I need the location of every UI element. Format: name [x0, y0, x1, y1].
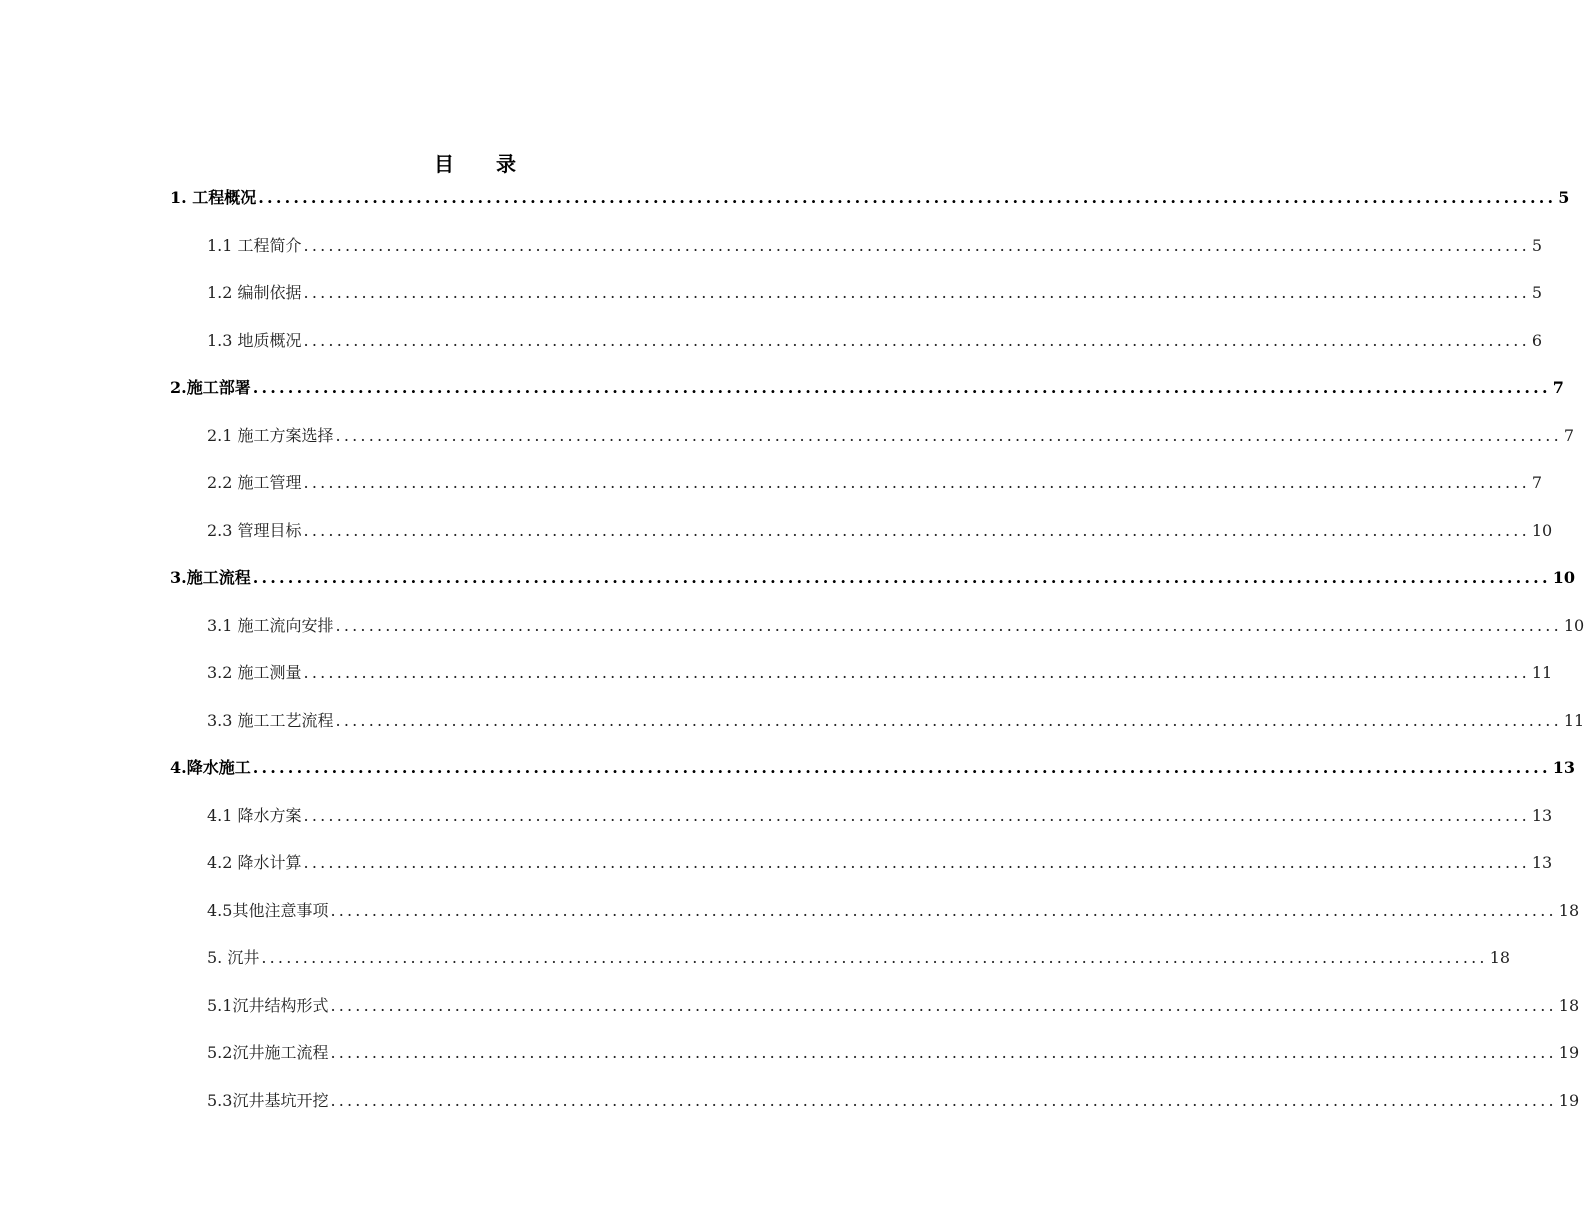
toc-leader-dots: .................................................................................................................................................... [303, 520, 1530, 540]
toc-entry[interactable] [170, 412, 1575, 460]
toc-entry[interactable] [170, 174, 1570, 222]
toc-leader-dots: .................................................................................................................................................... [252, 568, 1551, 587]
toc-entry-text: 1.2 编制依据 [207, 283, 302, 302]
toc-leader-dots: .................................................................................................................................................... [303, 805, 1530, 825]
toc-entry-page: 7 [1552, 378, 1564, 397]
toc-entry-page: 13 [1531, 805, 1553, 825]
toc-entry-page: 5 [1558, 188, 1570, 207]
toc-entry[interactable] [170, 554, 1575, 602]
toc-leader-dots: .................................................................................................................................................... [303, 473, 1530, 492]
toc-entry[interactable] [170, 459, 1543, 507]
toc-entry-text: 5.2沉井施工流程 [207, 1043, 329, 1062]
toc-entry-page: 5 [1531, 283, 1543, 302]
toc-list [170, 174, 1584, 1124]
toc-entry-page: 11 [1563, 710, 1584, 730]
toc-entry[interactable] [170, 792, 1553, 840]
toc-entry-text: 3.1 施工流向安排 [207, 615, 334, 635]
toc-entry-text: 2.施工部署 [170, 378, 251, 397]
toc-entry-page: 18 [1489, 948, 1511, 967]
toc-leader-dots: .................................................................................................................................................... [330, 995, 1557, 1015]
toc-entry-page: 18 [1558, 900, 1580, 920]
toc-leader-dots: .................................................................................................................................................... [303, 330, 1530, 350]
toc-entry-text: 3.3 施工工艺流程 [207, 710, 334, 730]
toc-entry-page: 7 [1563, 425, 1575, 445]
toc-entry[interactable] [170, 222, 1543, 270]
toc-leader-dots: .................................................................................................................................................... [303, 663, 1530, 682]
toc-leader-dots: .................................................................................................................................................... [303, 235, 1530, 255]
toc-entry-page: 10 [1552, 568, 1575, 587]
toc-leader-dots: .................................................................................................................................................... [258, 188, 1557, 207]
toc-entry[interactable] [170, 887, 1580, 935]
toc-entry-text: 5. 沉井 [207, 948, 260, 967]
toc-entry-text: 3.施工流程 [170, 568, 251, 587]
toc-entry-page: 6 [1531, 330, 1543, 350]
toc-entry-page: 19 [1558, 1043, 1580, 1062]
toc-entry-text: 4.1 降水方案 [207, 805, 302, 825]
toc-entry-page: 11 [1531, 663, 1553, 682]
toc-entry[interactable] [170, 1077, 1580, 1125]
toc-leader-dots: .................................................................................................................................................... [335, 710, 1562, 730]
toc-title-char-2: 录 [496, 152, 516, 176]
toc-leader-dots: .................................................................................................................................................... [261, 948, 1488, 967]
toc-entry-text: 4.5其他注意事项 [207, 900, 329, 920]
toc-entry[interactable] [170, 507, 1553, 555]
toc-leader-dots: .................................................................................................................................................... [330, 1090, 1557, 1110]
toc-entry-text: 2.1 施工方案选择 [207, 425, 334, 445]
toc-entry-text: 1.1 工程简介 [207, 235, 302, 255]
toc-title-char-1: 目 [434, 152, 454, 176]
toc-entry-page: 10 [1531, 520, 1553, 540]
toc-entry-page: 13 [1531, 853, 1553, 872]
toc-entry-page: 13 [1552, 758, 1575, 777]
toc-entry-text: 2.3 管理目标 [207, 520, 302, 540]
toc-leader-dots: .................................................................................................................................................... [330, 900, 1557, 920]
toc-entry-page: 19 [1558, 1090, 1580, 1110]
toc-entry[interactable] [170, 649, 1553, 697]
toc-leader-dots: .................................................................................................................................................... [252, 378, 1551, 397]
toc-entry[interactable] [170, 839, 1553, 887]
toc-entry-page: 7 [1531, 473, 1543, 492]
toc-entry-text: 3.2 施工测量 [207, 663, 302, 682]
toc-entry-text: 1.3 地质概况 [207, 330, 302, 350]
toc-entry[interactable] [170, 317, 1543, 365]
toc-entry[interactable] [170, 1029, 1580, 1077]
toc-entry-text: 5.3沉井基坑开挖 [207, 1090, 329, 1110]
toc-entry[interactable] [170, 269, 1543, 317]
toc-entry-text: 1. 工程概况 [170, 188, 257, 207]
toc-leader-dots: .................................................................................................................................................... [303, 283, 1530, 302]
toc-entry[interactable] [170, 602, 1584, 650]
toc-entry-page: 18 [1558, 995, 1580, 1015]
toc-entry-text: 4.2 降水计算 [207, 853, 302, 872]
toc-leader-dots: .................................................................................................................................................... [303, 853, 1530, 872]
toc-leader-dots: .................................................................................................................................................... [335, 425, 1562, 445]
toc-entry[interactable] [170, 697, 1584, 745]
toc-entry-text: 4.降水施工 [170, 758, 251, 777]
toc-entry[interactable] [170, 934, 1511, 982]
toc-entry[interactable] [170, 744, 1575, 792]
toc-leader-dots: .................................................................................................................................................... [330, 1043, 1557, 1062]
toc-entry[interactable] [170, 364, 1564, 412]
toc-title [0, 148, 950, 177]
toc-entry-text: 5.1沉井结构形式 [207, 995, 329, 1015]
toc-entry[interactable] [170, 982, 1580, 1030]
toc-leader-dots: .................................................................................................................................................... [252, 758, 1551, 777]
toc-entry-page: 10 [1563, 615, 1584, 635]
toc-entry-page: 5 [1531, 235, 1543, 255]
toc-leader-dots: .................................................................................................................................................... [335, 615, 1562, 635]
toc-entry-text: 2.2 施工管理 [207, 473, 302, 492]
